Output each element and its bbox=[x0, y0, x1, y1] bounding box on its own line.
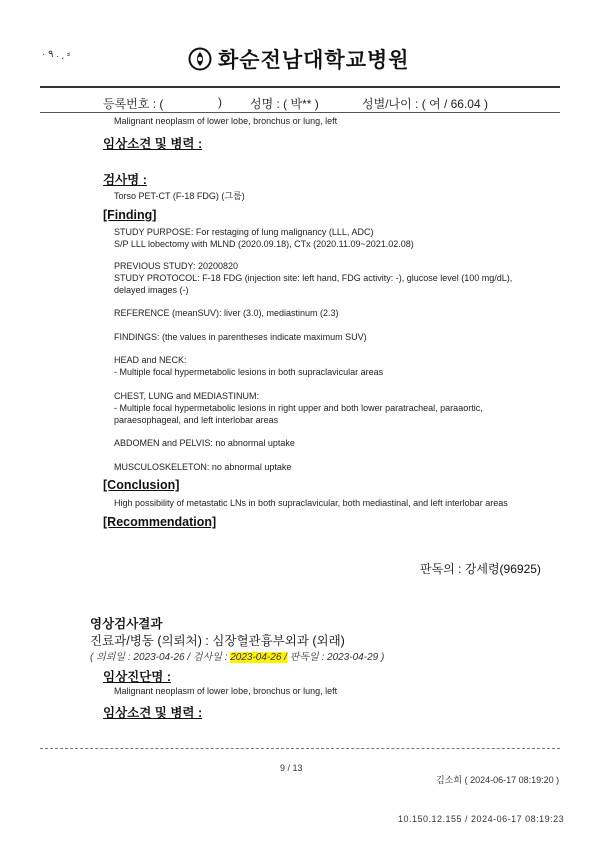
finding-title: [Finding] bbox=[103, 208, 157, 222]
study-purpose-line-1: STUDY PURPOSE: For restaging of lung malignancy (LLL, ADC) bbox=[114, 227, 374, 237]
page-number: 9 / 13 bbox=[280, 763, 303, 773]
second-report-dates-read: 판독일 : 2023-04-29 ) bbox=[286, 652, 385, 663]
conclusion-title: [Conclusion] bbox=[103, 478, 180, 492]
second-report-dx-title: 임상진단명 : bbox=[103, 670, 172, 684]
exam-name-title: 검사명 : bbox=[103, 173, 147, 187]
top-diagnosis: Malignant neoplasm of lower lobe, bronchus or lung, left bbox=[114, 116, 338, 126]
hospital-name: 화순전남대학교병원 bbox=[218, 49, 410, 72]
head-neck-title: HEAD and NECK: bbox=[114, 355, 187, 365]
second-report-dates-request: ( 의뢰일 : 2023-04-26 / 검사일 : bbox=[90, 652, 231, 663]
exam-name: Torso PET-CT (F-18 FDG) (그룹) bbox=[114, 191, 245, 201]
hospital-emblem-icon bbox=[188, 47, 212, 71]
printed-by: 김소희 ( 2024-06-17 08:19:20 ) bbox=[436, 775, 560, 785]
hospital-logo bbox=[188, 44, 410, 74]
second-report-dx: Malignant neoplasm of lower lobe, bronchus or lung, left bbox=[114, 686, 338, 696]
study-protocol-line-1: STUDY PROTOCOL: F-18 FDG (injection site: left hand, FDG activity: -), glucose level (100 mg/dL), bbox=[114, 273, 513, 283]
abdomen-pelvis: ABDOMEN and PELVIS: no abnormal uptake bbox=[114, 438, 295, 448]
chest-finding-line-2: paraesophageal, and left interlobar areas bbox=[114, 415, 279, 425]
previous-study: PREVIOUS STUDY: 20200820 bbox=[114, 261, 239, 271]
ip-stamp: 10.150.12.155 / 2024-06-17 08:19:23 bbox=[398, 814, 565, 824]
header-rule-bottom bbox=[40, 112, 560, 113]
second-report-dept: 진료과/병동 (의뢰처) : 심장혈관흉부외과 (외래) bbox=[90, 634, 345, 648]
second-report-dates bbox=[90, 648, 384, 663]
patient-sex-age: 성별/나이 : ( 여 / 66.04 ) bbox=[362, 97, 488, 111]
patient-name: 성명 : ( 박** ) bbox=[250, 97, 319, 111]
second-report-history-title: 임상소견 및 병력 : bbox=[103, 706, 203, 720]
second-report-title: 영상검사결과 bbox=[90, 617, 163, 631]
chest-finding-line-1: - Multiple focal hypermetabolic lesions in right upper and both lower paratracheal, paraaortic, bbox=[114, 403, 483, 413]
reading-physician: 판독의 : 강세령(96925) bbox=[420, 562, 541, 576]
exam-date-highlight: 2023-04-26 / bbox=[230, 652, 287, 663]
musculoskeleton: MUSCULOSKELETON: no abnormal uptake bbox=[114, 462, 292, 472]
study-purpose-line-2: S/P LLL lobectomy with MLND (2020.09.18), CTx (2020.11.09~2021.02.08) bbox=[114, 239, 414, 249]
footer-rule bbox=[40, 748, 560, 749]
conclusion-text: High possibility of metastatic LNs in both supraclavicular, both mediastinal, and left interlobar areas bbox=[114, 498, 508, 508]
reference-suv: REFERENCE (meanSUV): liver (3.0), mediastinum (2.3) bbox=[114, 308, 339, 318]
registration-number-close: ) bbox=[218, 95, 222, 109]
findings-intro: FINDINGS: (the values in parentheses indicate maximum SUV) bbox=[114, 332, 367, 342]
head-neck-finding: - Multiple focal hypermetabolic lesions in both supraclavicular areas bbox=[114, 367, 384, 377]
study-protocol-line-2: delayed images (-) bbox=[114, 285, 189, 295]
scan-marks: · ٩ . ⸼ ⸗ bbox=[42, 49, 71, 60]
recommendation-title: [Recommendation] bbox=[103, 515, 217, 529]
registration-number-label: 등록번호 : ( bbox=[103, 97, 164, 111]
header-rule-top bbox=[40, 86, 560, 88]
clinical-history-title: 임상소견 및 병력 : bbox=[103, 137, 203, 151]
chest-title: CHEST, LUNG and MEDIASTINUM: bbox=[114, 391, 260, 401]
